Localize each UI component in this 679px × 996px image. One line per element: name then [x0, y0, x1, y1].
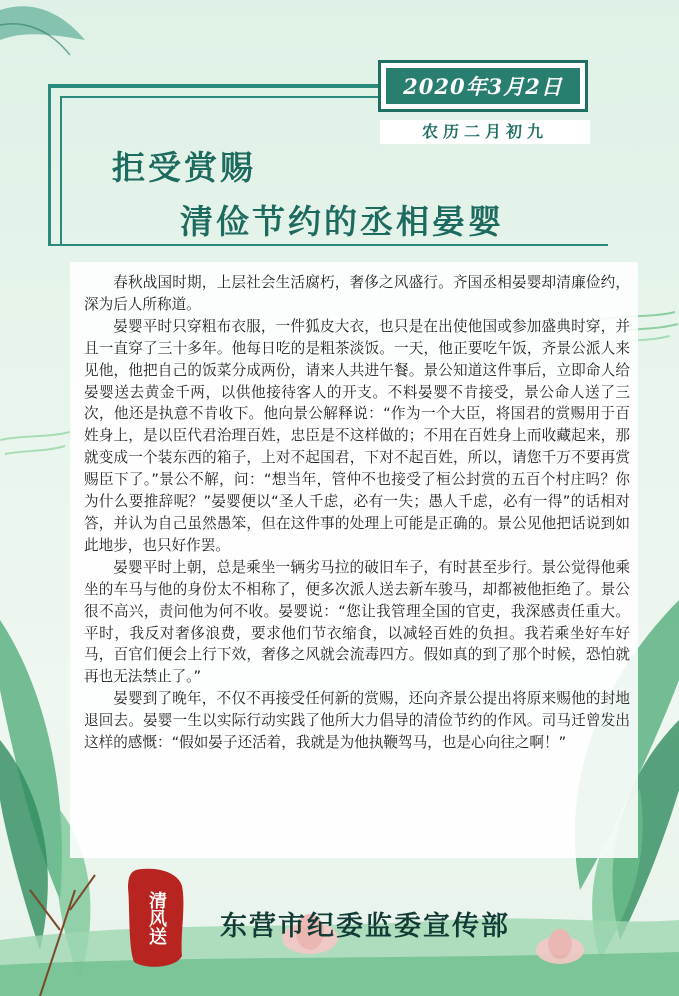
publisher-name: 东营市纪委监委宣传部: [220, 911, 510, 942]
seal-text: 清风送: [146, 891, 167, 945]
article-paragraph: 春秋战国时期，上层社会生活腐朽，奢侈之风盛行。齐国丞相晏婴却清廉俭约，深为后人所称道。: [84, 274, 630, 313]
article-paragraph: 晏婴到了晚年，不仅不再接受任何新的赏赐，还向齐景公提出将原来赐他的封地退回去。晏婴一生以实际行动实践了他所大力倡导的清俭节约的作风。司马迁曾发出这样的感慨：“假如晏子还活着，我就是为他执鞭驾马，也是心向往之啊！”: [84, 690, 630, 752]
frame-line-top: [48, 84, 378, 88]
date-text: 2020年3月2日: [386, 68, 580, 104]
frame-line-bottom: [48, 244, 608, 246]
wind-lines-left-decoration: [0, 420, 80, 480]
lunar-date: 农历二月初九: [380, 120, 590, 144]
title-line-2: 清俭节约的丞相晏婴: [180, 202, 504, 241]
article-body: [84, 272, 630, 754]
frame-line-left-inner: [60, 96, 62, 246]
title-line-1: 拒受赏赐: [112, 148, 256, 187]
frame-line-left: [48, 84, 51, 244]
date-box: [378, 60, 588, 112]
seal-stamp: [126, 866, 186, 970]
article-paragraph: 晏婴平时上朝，总是乘坐一辆劣马拉的破旧车子，有时甚至步行。景公觉得他乘坐的车马与他的身份太不相称了，便多次派人送去新车骏马，却都被他拒绝了。景公很不高兴，责问他为何不收。晏婴说：“您让我管理全国的官吏，我深感责任重大。平时，我反对奢侈浪费，要求他们节衣缩食，以减轻百姓的负担。我若乘坐好车好马，百官们便会上行下效，奢侈之风就会流毒四方。假如真的到了那个时候，恐怕就再也无法禁止了。”: [84, 558, 630, 686]
article-paragraph: 晏婴平时只穿粗布衣服，一件狐皮大衣，也只是在出使他国或参加盛典时穿，并且一直穿了三十多年。他每日吃的是粗茶淡饭。一天，他正要吃午饭，齐景公派人来见他，他把自己的饭菜分成两份，请来人共进午餐。景公知道这件事后，立即命人给晏婴送去黄金千两，以供他接待客人的开支。不料晏婴不肯接受，景公命人送了三次，他还是执意不肯收下。他向景公解释说：“作为一个大臣，将国君的赏赐用于百姓身上，是以臣代君治理百姓，忠臣是不这样做的；不用在百姓身上而收藏起来，那就变成一个装东西的箱子，上对不起国君，下对不起百姓，所以，请您千万不要再赏赐臣下了。”景公不解，问：“想当年，管仲不也接受了桓公封赏的五百个村庄吗？你为什么要推辞呢？”晏婴便以“圣人千虑，必有一失；愚人千虑，必有一得”的话相对答，并认为自己虽然愚笨，但在这件事的处理上可能是正确的。景公见他把话说到如此地步，也只好作罢。: [84, 317, 630, 554]
leaf-decoration-top-left: [0, 0, 90, 70]
frame-line-top-inner: [60, 96, 378, 98]
